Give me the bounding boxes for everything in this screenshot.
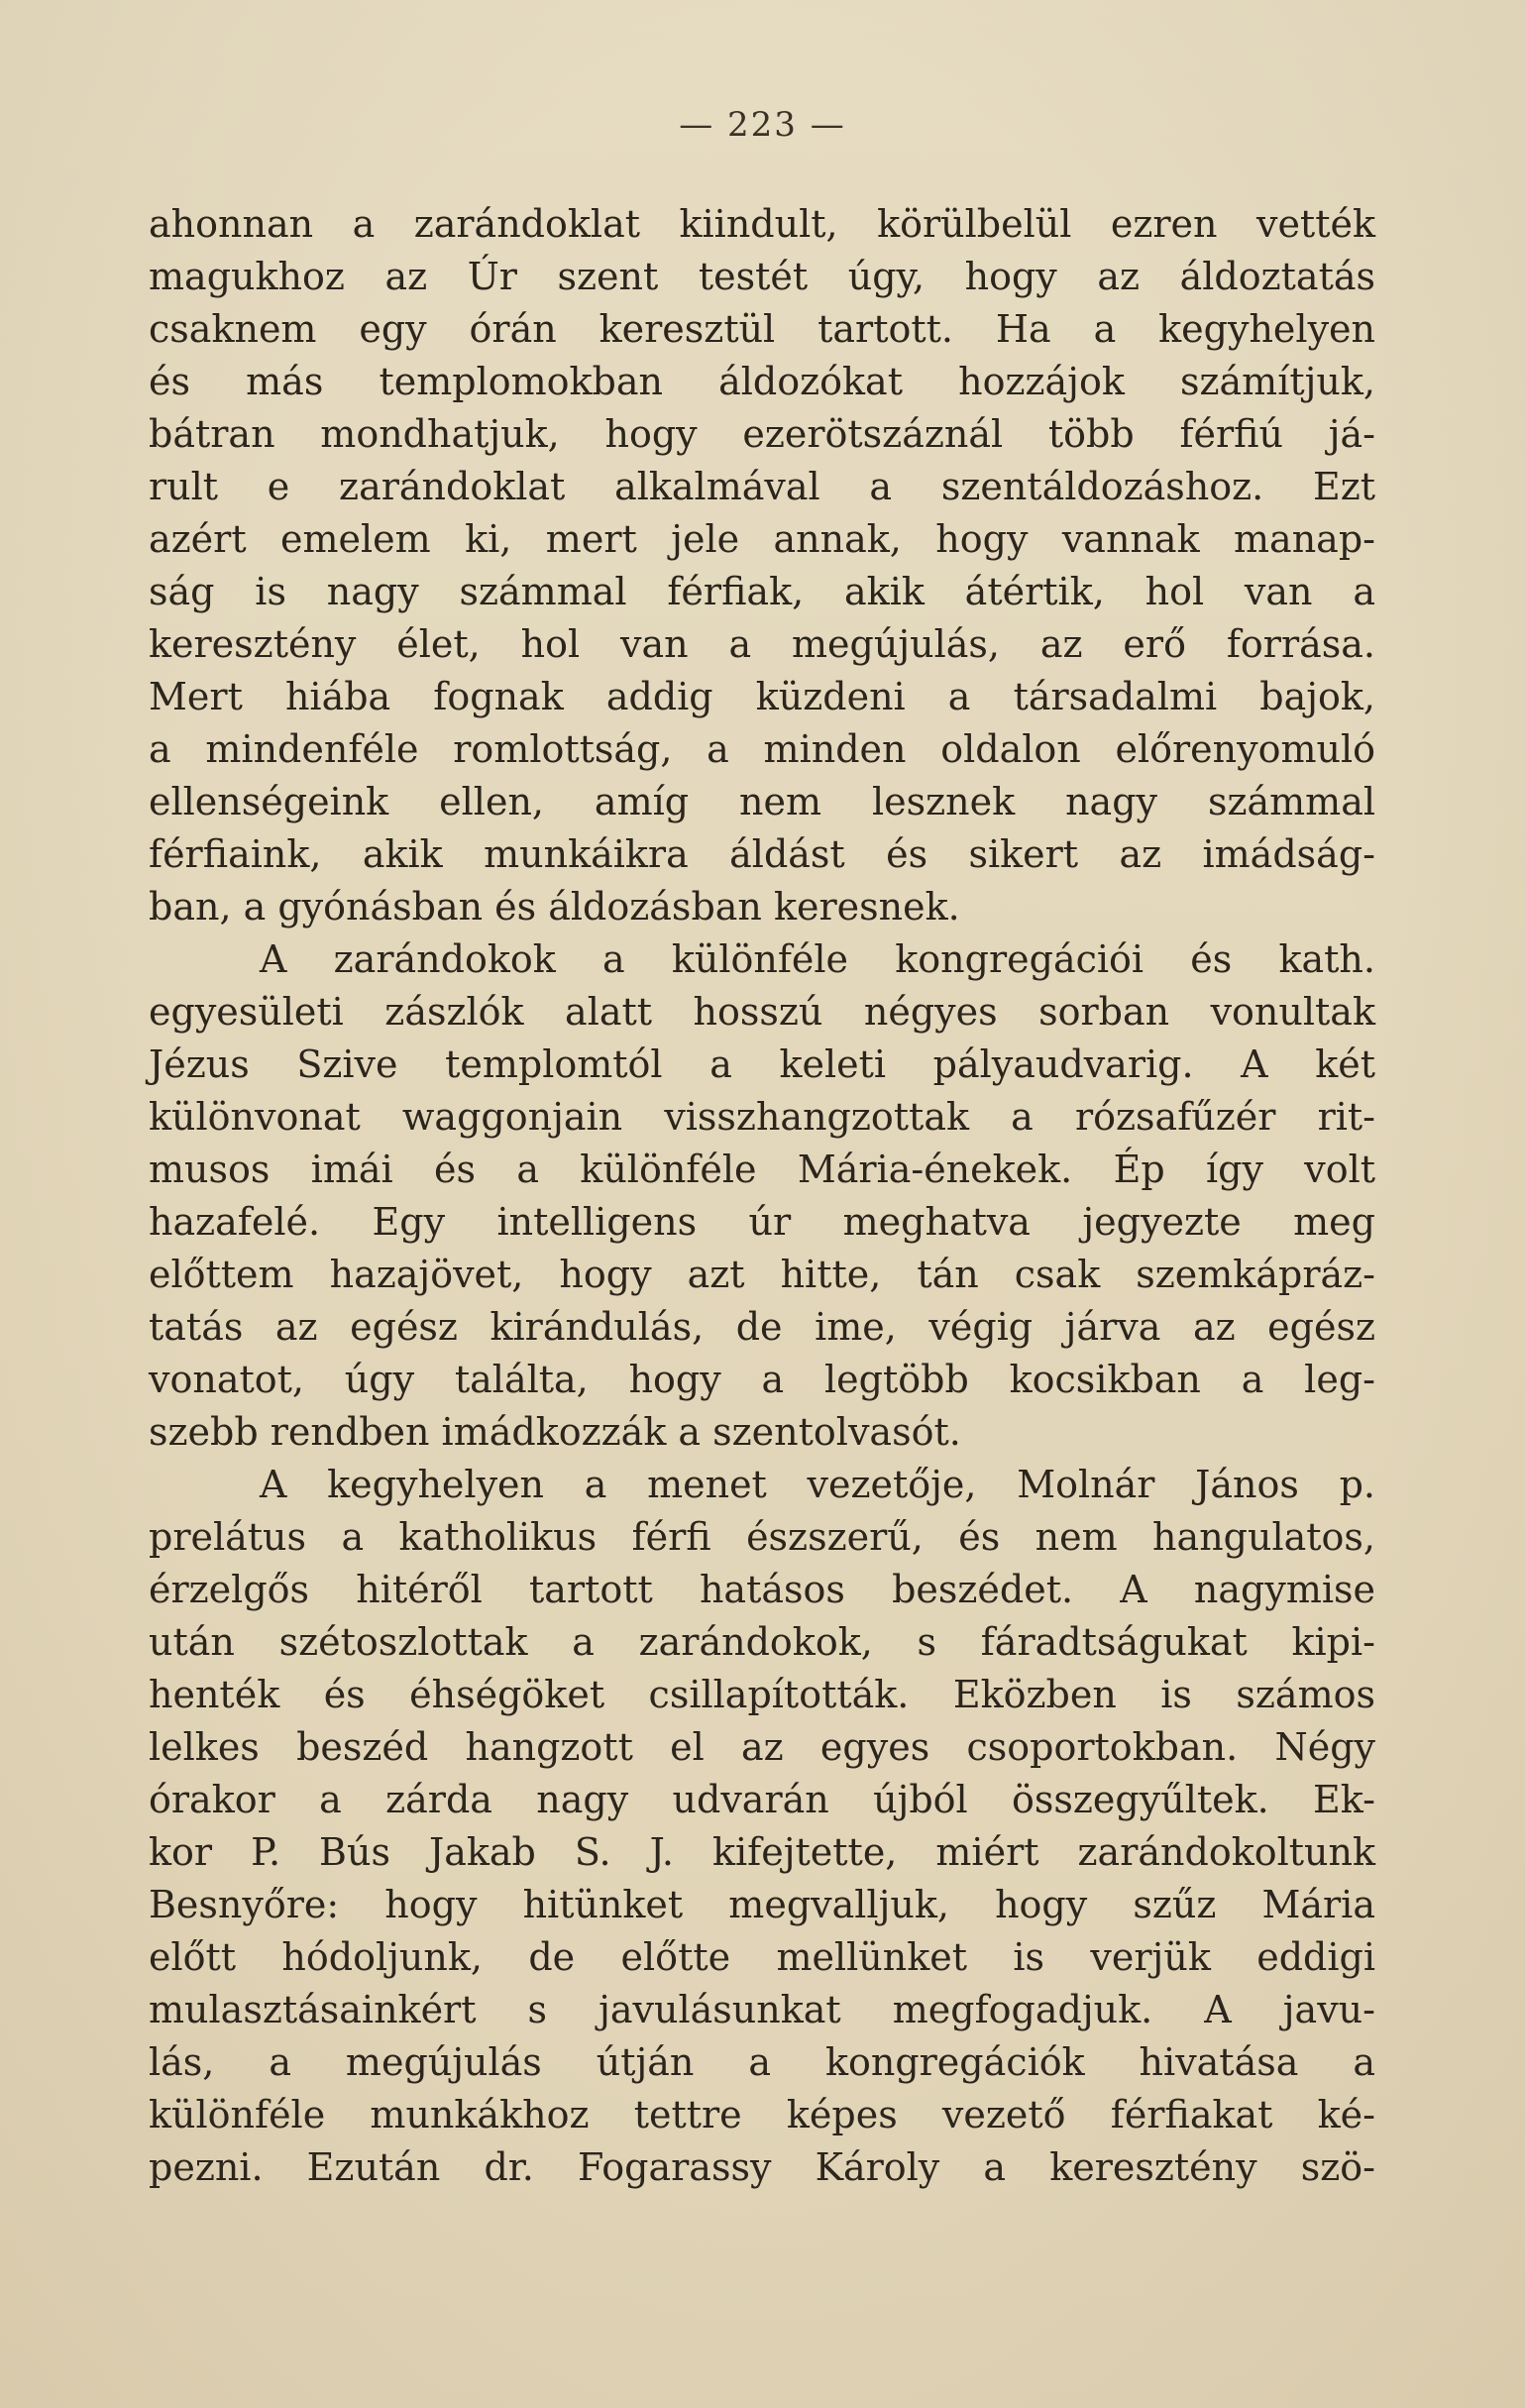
- text-line: Mert hiába fognak addig küzdeni a társadalmi bajok,: [149, 675, 1375, 718]
- text-line: előtt hódoljunk, de előtte mellünket is verjük eddigi: [149, 1935, 1375, 1979]
- body-text: [149, 198, 1375, 2194]
- text-line: a mindenféle romlottság, a minden oldalon előrenyomuló: [149, 727, 1375, 771]
- text-line: A zarándokok a különféle kongregációi és kath.: [260, 937, 1375, 981]
- text-line: A kegyhelyen a menet vezetője, Molnár János p.: [260, 1463, 1375, 1506]
- text-line: lelkes beszéd hangzott el az egyes csoportokban. Négy: [149, 1725, 1375, 1769]
- text-line: után szétoszlottak a zarándokok, s fáradtságukat kipi-: [149, 1620, 1375, 1664]
- text-line: tatás az egész kirándulás, de ime, végig járva az egész: [149, 1305, 1375, 1349]
- text-line: érzelgős hitéről tartott hatásos beszédet. A nagymise: [149, 1568, 1375, 1611]
- text-line: előttem hazajövet, hogy azt hitte, tán csak szemkápráz-: [149, 1253, 1375, 1296]
- text-line: magukhoz az Úr szent testét úgy, hogy az áldoztatás: [149, 255, 1375, 298]
- text-line: pezni. Ezután dr. Fogarassy Károly a keresztény szö-: [149, 2145, 1375, 2189]
- text-line: különféle munkákhoz tettre képes vezető férfiakat ké-: [149, 2093, 1375, 2136]
- text-line: Jézus Szive templomtól a keleti pályaudvarig. A két: [149, 1042, 1375, 1086]
- text-line: órakor a zárda nagy udvarán újból összegyűltek. Ek-: [149, 1778, 1375, 1821]
- text-line: ság is nagy számmal férfiak, akik átértik, hol van a: [149, 570, 1375, 613]
- text-line: rult e zarándoklat alkalmával a szentáldozáshoz. Ezt: [149, 465, 1375, 508]
- text-line: mulasztásainkért s javulásunkat megfogadjuk. A javu-: [149, 1988, 1375, 2031]
- text-line: keresztény élet, hol van a megújulás, az erő forrása.: [149, 622, 1375, 666]
- text-line: egyesületi zászlók alatt hosszú négyes sorban vonultak: [149, 990, 1375, 1034]
- text-line: azért emelem ki, mert jele annak, hogy vannak manap-: [149, 517, 1375, 561]
- text-line: férfiaink, akik munkáikra áldást és sikert az imádság-: [149, 832, 1375, 876]
- text-line: kor P. Bús Jakab S. J. kifejtette, miért zarándokoltunk: [149, 1830, 1375, 1874]
- text-line: ban, a gyónásban és áldozásban keresnek.: [149, 885, 960, 929]
- text-line: csaknem egy órán keresztül tartott. Ha a kegyhelyen: [149, 307, 1375, 351]
- text-line: ellenségeink ellen, amíg nem lesznek nagy számmal: [149, 780, 1375, 823]
- text-line: musos imái és a különféle Mária-énekek. Ép így volt: [149, 1148, 1375, 1191]
- text-line: henték és éhségöket csillapították. Eközben is számos: [149, 1673, 1375, 1716]
- text-line: és más templomokban áldozókat hozzájok számítjuk,: [149, 360, 1375, 403]
- text-line: különvonat waggonjain visszhangzottak a rózsafűzér rit-: [149, 1095, 1375, 1139]
- text-line: prelátus a katholikus férfi észszerű, és nem hangulatos,: [149, 1515, 1375, 1559]
- text-line: Besnyőre: hogy hitünket megvalljuk, hogy szűz Mária: [149, 1883, 1375, 1926]
- text-line: lás, a megújulás útján a kongregációk hivatása a: [149, 2040, 1375, 2084]
- text-line: bátran mondhatjuk, hogy ezerötszáznál több férfiú já-: [149, 412, 1375, 456]
- text-line: szebb rendben imádkozzák a szentolvasót.: [149, 1410, 961, 1454]
- text-line: ahonnan a zarándoklat kiindult, körülbelül ezren vették: [149, 202, 1375, 246]
- text-line: vonatot, úgy találta, hogy a legtöbb kocsikban a leg-: [149, 1358, 1375, 1401]
- page-number: — 223 —: [679, 105, 846, 145]
- text-line: hazafelé. Egy intelligens úr meghatva jegyezte meg: [149, 1200, 1375, 1244]
